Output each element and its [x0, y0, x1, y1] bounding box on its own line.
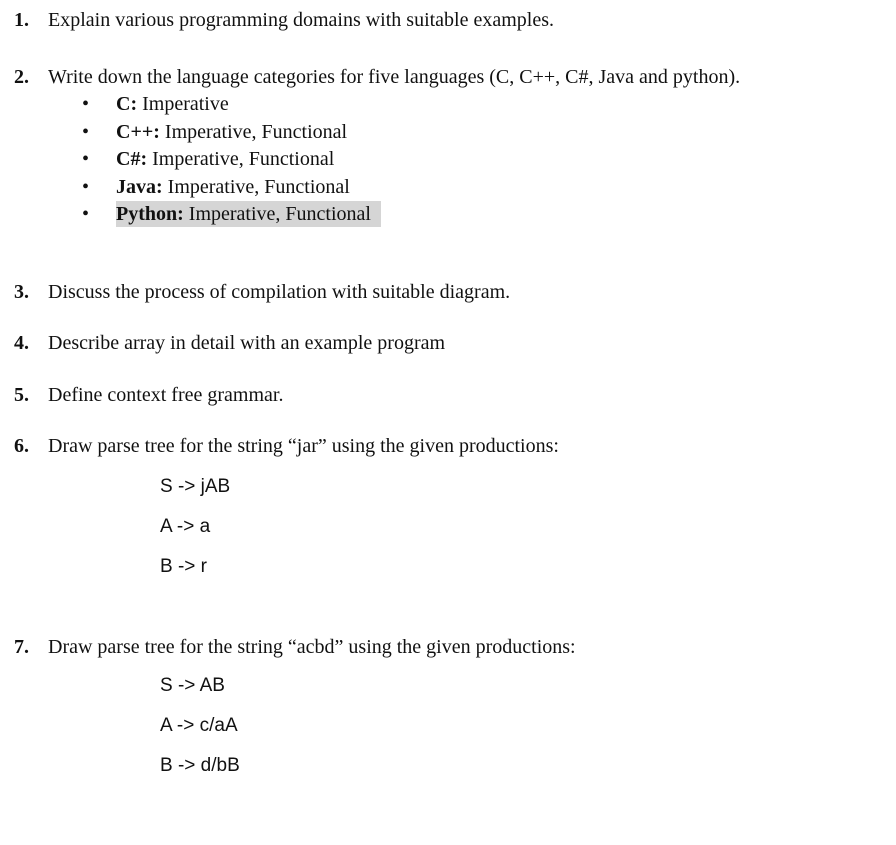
list-item	[82, 92, 229, 116]
question-number: 5.	[14, 384, 29, 406]
language-name: Python:	[116, 203, 184, 225]
language-categories: Imperative	[142, 93, 229, 115]
language-name: Java:	[116, 176, 163, 198]
question-number: 3.	[14, 281, 29, 303]
list-item	[82, 175, 350, 199]
question-text: Explain various programming domains with suitable examples.	[48, 9, 555, 31]
question-text: Discuss the process of compilation with suitable diagram.	[48, 281, 511, 303]
question-3	[14, 280, 510, 304]
question-text: Draw parse tree for the string “acbd” using the given productions:	[48, 636, 576, 658]
bullet-icon: •	[82, 93, 90, 115]
question-7	[14, 635, 576, 659]
language-name: C:	[116, 93, 138, 115]
bullet-icon: •	[82, 176, 90, 198]
question-1	[14, 8, 554, 32]
question-number: 6.	[14, 435, 29, 457]
question-text: Define context free grammar.	[48, 384, 284, 406]
language-categories: Imperative, Functional	[152, 148, 335, 170]
bullet-icon: •	[82, 121, 90, 143]
question-5	[14, 383, 283, 407]
question-number: 2.	[14, 66, 29, 88]
bullet-icon: •	[82, 148, 90, 170]
language-categories: Imperative, Functional	[164, 121, 348, 143]
bullet-icon: •	[82, 203, 90, 225]
list-item	[82, 120, 347, 144]
list-item	[82, 202, 381, 226]
question-number: 4.	[14, 332, 29, 354]
question-2	[14, 65, 740, 89]
production-rule: B -> d/bB	[160, 755, 240, 776]
production-rule: S -> jAB	[160, 476, 231, 497]
production-rule: B -> r	[160, 556, 207, 577]
production-rule: S -> AB	[160, 675, 225, 696]
list-item	[82, 147, 334, 171]
question-4	[14, 331, 445, 355]
question-number: 7.	[14, 636, 29, 658]
question-6	[14, 434, 559, 458]
production-rule: A -> c/aA	[160, 715, 238, 736]
question-text: Write down the language categories for five languages (C, C++, C#, Java and python).	[48, 66, 741, 88]
language-categories: Imperative, Functional	[188, 203, 371, 225]
question-text: Describe array in detail with an example program	[48, 332, 446, 354]
language-categories: Imperative, Functional	[167, 176, 350, 198]
language-name: C++:	[116, 121, 160, 143]
question-text: Draw parse tree for the string “jar” using the given productions:	[48, 435, 559, 457]
question-number: 1.	[14, 9, 29, 31]
production-rule: A -> a	[160, 516, 211, 537]
highlighted-text	[116, 201, 381, 227]
language-name: C#:	[116, 148, 148, 170]
